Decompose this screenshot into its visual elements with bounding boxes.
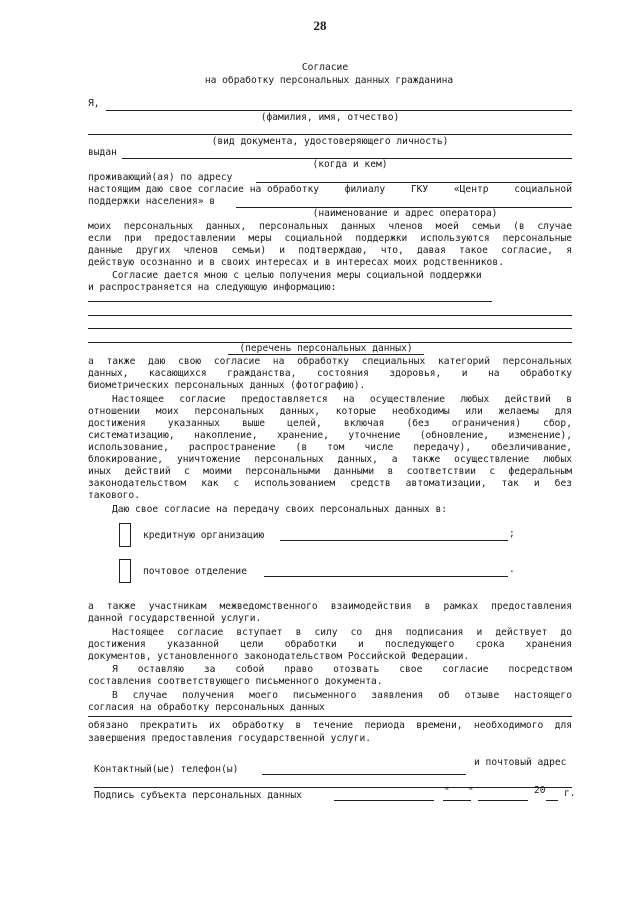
p1-line-4: действую осознанно и в своих интересах и в интересах моих родственников. bbox=[88, 257, 504, 268]
year-suffix: г. bbox=[564, 788, 576, 799]
credit-org-end: ; bbox=[509, 528, 515, 539]
p5-line: Даю свое согласие на передачу своих персональных данных в: bbox=[112, 504, 448, 515]
signature-line[interactable] bbox=[334, 800, 434, 801]
consent-line-1 bbox=[88, 184, 572, 196]
post-office-label: почтовое отделение bbox=[143, 566, 247, 577]
p4-line-8: законодательством как с использованием средств автоматизации, так и без bbox=[88, 478, 572, 489]
title-line-1: Согласие bbox=[301, 62, 349, 73]
p4-line-1: Настоящее согласие предоставляется на осуществление любых действий в bbox=[112, 394, 572, 405]
phone-line[interactable] bbox=[262, 774, 466, 775]
p3-line-1: а также даю свою согласие на обработку специальных категорий персональных bbox=[88, 356, 572, 367]
operator-caption: (наименование и адрес оператора) bbox=[312, 208, 498, 219]
document-caption: (вид документа, удостоверяющего личность) bbox=[211, 136, 449, 147]
p9-line-1: В случае получения моего письменного заявления об отзыве настоящего bbox=[112, 690, 572, 701]
year-prefix: 20 bbox=[534, 785, 546, 796]
p6-line-2: данной государственной услуги. bbox=[88, 613, 262, 624]
p2-line-1: Согласие дается мною с целью получения меры социальной поддержки bbox=[112, 270, 482, 281]
p7-line-1: Настоящее согласие вступает в силу со дня подписания и действует до bbox=[112, 627, 572, 638]
date-day-line[interactable] bbox=[443, 800, 471, 801]
credit-org-checkbox[interactable] bbox=[119, 523, 131, 547]
p2-line-2: и распространяется на следующую информацию: bbox=[88, 282, 337, 293]
p7-line-3: документов, установленного законодательством Российской Федерации. bbox=[88, 651, 470, 662]
list-caption: (перечень персональных данных) bbox=[239, 343, 413, 354]
consent-line-2: поддержки населения» в bbox=[88, 196, 216, 207]
p4-line-3: достижения указанных выше целей, включая (без ограничения) сбор, bbox=[88, 418, 572, 429]
credit-org-line[interactable] bbox=[280, 540, 508, 541]
p1-line-1: моих персональных данных, персональных данных членов моей семьи (в случае bbox=[88, 221, 572, 232]
post-office-end: . bbox=[509, 564, 515, 575]
p4-line-7: иных действий с моими персональными данными в соответствии с федеральным bbox=[88, 466, 572, 477]
postal-line[interactable] bbox=[94, 787, 572, 788]
p8-line-1: Я оставляю за собой право отозвать свое согласие посредством bbox=[112, 664, 572, 675]
fio-line[interactable] bbox=[106, 110, 572, 111]
p3-line-2: данных, касающихся гражданства, состояния здоровья, и на обработку bbox=[88, 368, 572, 379]
page-number: 28 bbox=[313, 18, 327, 33]
p4-line-9: такового. bbox=[88, 490, 140, 501]
postal-label: и почтовый адрес bbox=[474, 757, 567, 768]
fio-caption: (фамилия, имя, отчество) bbox=[260, 112, 400, 123]
date-quote-open: " bbox=[444, 786, 450, 797]
p9-line-2: согласия на обработку персональных данных bbox=[88, 702, 325, 713]
consent-text-2: филиалу bbox=[344, 184, 386, 195]
p10-line-1: обязано прекратить их обработку в течение периода времени, необходимого для bbox=[88, 720, 572, 731]
p10-line-2: завершения предоставления государственной услуги. bbox=[88, 733, 372, 744]
document-line[interactable] bbox=[88, 134, 572, 135]
issued-caption: (когда и кем) bbox=[312, 159, 388, 170]
p4-line-5: использование, распространение (в том числе передачу), обезличивание, bbox=[88, 442, 572, 453]
date-quote-close: " bbox=[468, 786, 474, 797]
date-month-line[interactable] bbox=[478, 800, 528, 801]
consent-text-1: настоящим даю свое согласие на обработку bbox=[88, 184, 320, 195]
consent-text-5: социальной bbox=[514, 184, 572, 195]
p4-line-2: отношении моих персональных данных, которые необходимы или желаемы для bbox=[88, 406, 572, 417]
recipient-line[interactable] bbox=[88, 716, 572, 717]
address-label: проживающий(ая) по адресу bbox=[88, 172, 233, 183]
consent-text-3: ГКУ bbox=[410, 184, 429, 195]
consent-text-4: «Центр bbox=[453, 184, 489, 195]
info-line-2[interactable] bbox=[88, 315, 572, 316]
p1-line-2: если при предоставлении меры социальной поддержки используются персональные bbox=[88, 233, 572, 244]
p3-line-3: биометрических персональных данных (фотографию). bbox=[88, 380, 366, 391]
i-label: Я, bbox=[88, 98, 100, 109]
p4-line-4: систематизацию, накопление, хранение, уточнение (обновление, изменение), bbox=[88, 430, 572, 441]
post-office-line[interactable] bbox=[264, 576, 508, 577]
credit-org-label: кредитную организацию bbox=[143, 530, 265, 541]
title-line-2: на обработку персональных данных гражданина bbox=[204, 75, 454, 86]
p1-line-3: данные других членов семьи) и подтверждаю, что, давая такое согласие, я bbox=[88, 245, 572, 256]
p4-line-6: блокирование, уничтожение персональных данных, а также осуществление любых bbox=[88, 454, 572, 465]
phone-label: Контактный(ые) телефон(ы) bbox=[94, 764, 239, 775]
date-year-line[interactable] bbox=[546, 800, 558, 801]
info-line-1[interactable] bbox=[88, 301, 492, 302]
info-line-3[interactable] bbox=[88, 328, 572, 329]
signature-label: Подпись субъекта персональных данных bbox=[94, 790, 302, 801]
address-line[interactable] bbox=[256, 182, 572, 183]
list-caption-underline bbox=[228, 354, 424, 355]
post-office-checkbox[interactable] bbox=[119, 559, 131, 583]
issued-label: выдан bbox=[88, 147, 117, 158]
p8-line-2: составления соответствующего письменного документа. bbox=[88, 676, 383, 687]
p6-line-1: а также участникам межведомственного взаимодействия в рамках предоставления bbox=[88, 601, 572, 612]
p7-line-2: достижения указанной цели обработки и последующего срока хранения bbox=[88, 639, 572, 650]
